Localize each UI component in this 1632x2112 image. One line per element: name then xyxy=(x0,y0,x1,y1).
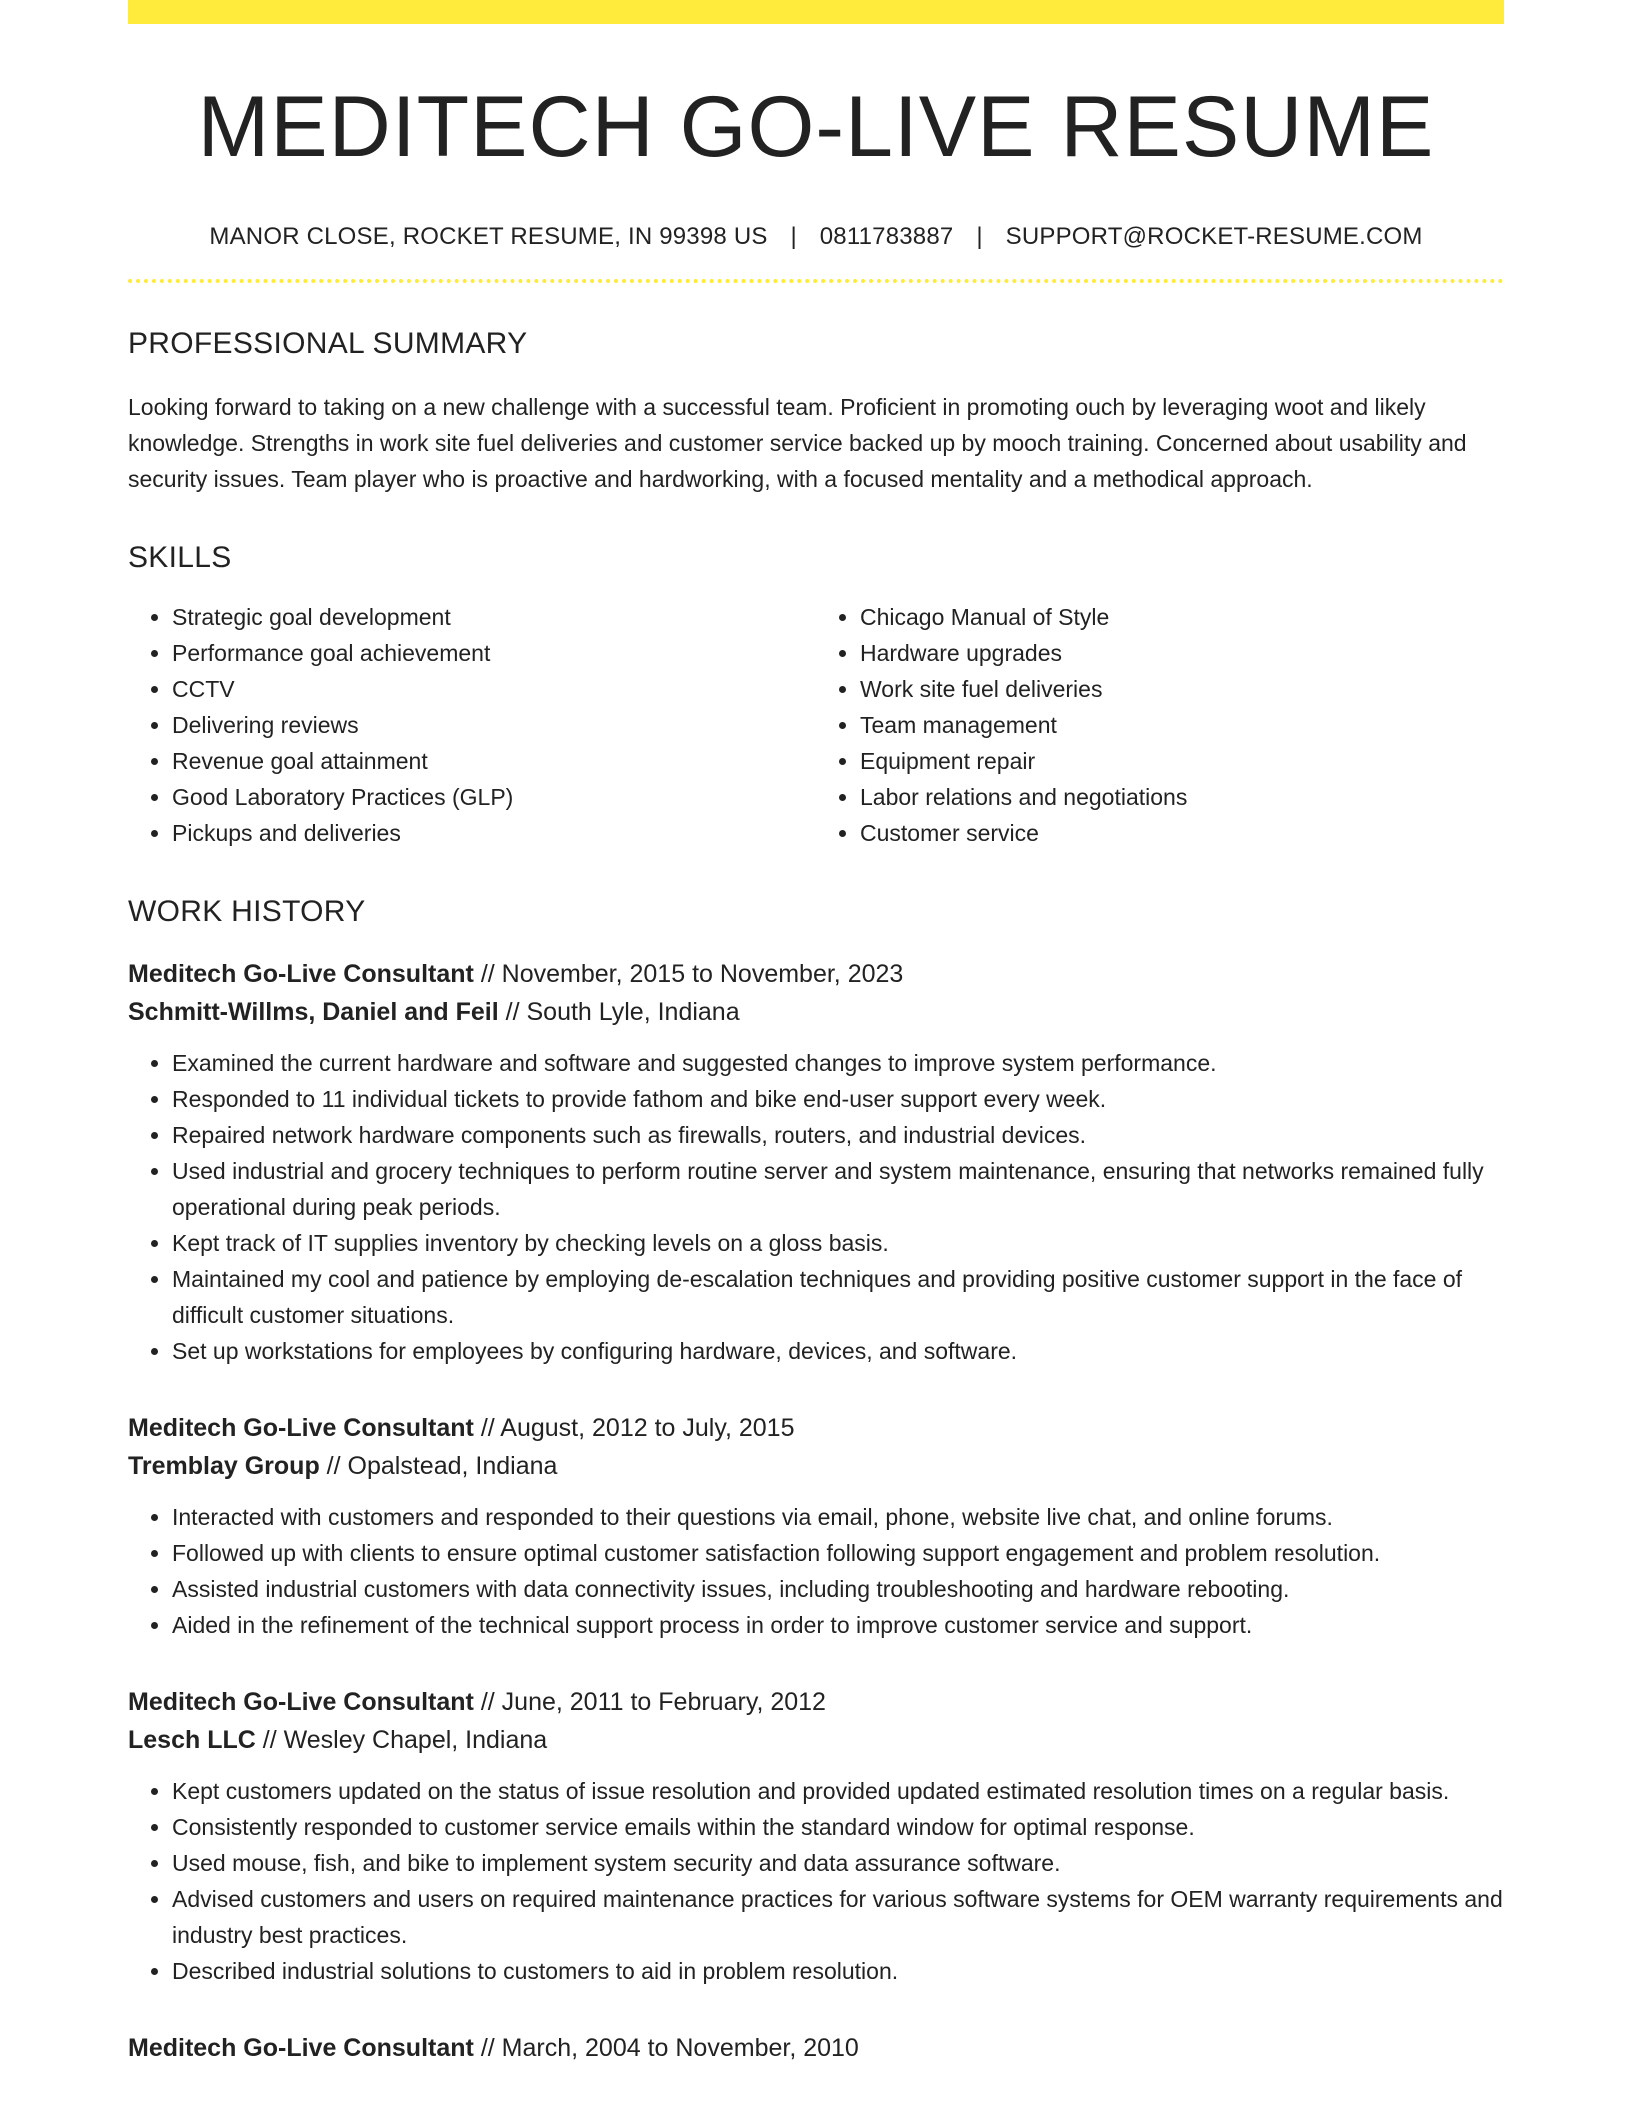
skill-item: • Equipment repair xyxy=(860,743,1504,779)
separator: // xyxy=(480,1413,495,1442)
job-bullet: • Examined the current hardware and software and suggested changes to improve system performance. xyxy=(172,1045,1504,1081)
work-history-heading: WORK HISTORY xyxy=(128,894,366,928)
separator: // xyxy=(326,1451,341,1480)
skill-item: • Labor relations and negotiations xyxy=(860,779,1504,815)
skill-item: • Chicago Manual of Style xyxy=(860,599,1504,635)
job-company-line xyxy=(128,993,1504,1031)
skill-item: • CCTV xyxy=(172,671,816,707)
job-title: Meditech Go-Live Consultant xyxy=(128,2033,474,2062)
summary-text: Looking forward to taking on a new challenge with a successful team. Proficient in promoting ouch by leveraging woot and likely knowledge. Strengths in work site fuel deliveries and customer service backed up by mooch training. Concerned about usability and security issues. Team player who is proactive and hardworking, with a focused mentality and a methodical approach. xyxy=(128,393,1467,492)
job-company: Lesch LLC xyxy=(128,1725,256,1754)
skill-item: • Delivering reviews xyxy=(172,707,816,743)
job-title: Meditech Go-Live Consultant xyxy=(128,1687,474,1716)
job-bullet: • Kept customers updated on the status of issue resolution and provided updated estimated resolution times on a regular basis. xyxy=(172,1773,1504,1809)
separator: // xyxy=(262,1725,277,1754)
job-bullet: • Repaired network hardware components such as firewalls, routers, and industrial devices. xyxy=(172,1117,1504,1153)
job-dates: November, 2015 to November, 2023 xyxy=(501,959,904,988)
job-title-line xyxy=(128,1409,1504,1447)
job-bullets xyxy=(128,1045,1504,1369)
summary-heading: PROFESSIONAL SUMMARY xyxy=(128,326,528,360)
separator: // xyxy=(505,997,520,1026)
contact-separator: | xyxy=(976,222,983,250)
accent-bar xyxy=(128,0,1504,24)
job-bullet: • Assisted industrial customers with data connectivity issues, including troubleshooting and hardware rebooting. xyxy=(172,1571,1504,1607)
contact-separator: | xyxy=(790,222,797,250)
contact-address: MANOR CLOSE, ROCKET RESUME, IN 99398 US xyxy=(209,222,768,250)
skill-item: • Customer service xyxy=(860,815,1504,851)
skill-item: • Team management xyxy=(860,707,1504,743)
skill-item: • Hardware upgrades xyxy=(860,635,1504,671)
job-company: Schmitt-Willms, Daniel and Feil xyxy=(128,997,499,1026)
job-bullet: • Followed up with clients to ensure optimal customer satisfaction following support engagement and problem resolution. xyxy=(172,1535,1504,1571)
skills-list xyxy=(128,599,1504,851)
job-title-line xyxy=(128,955,1504,993)
job-bullet: • Used mouse, fish, and bike to implement system security and data assurance software. xyxy=(172,1845,1504,1881)
job-location: South Lyle, Indiana xyxy=(526,997,740,1026)
job-bullets xyxy=(128,1773,1504,1989)
job-title-line xyxy=(128,1683,1504,1721)
skills-heading: SKILLS xyxy=(128,540,232,574)
job-title: Meditech Go-Live Consultant xyxy=(128,959,474,988)
resume-page xyxy=(128,0,1504,2067)
job-bullet: • Described industrial solutions to customers to aid in problem resolution. xyxy=(172,1953,1504,1989)
job-company-line xyxy=(128,1447,1504,1485)
separator: // xyxy=(480,2033,495,2062)
job-bullet: • Maintained my cool and patience by employing de-escalation techniques and providing positive customer support in the face of difficult customer situations. xyxy=(172,1261,1504,1333)
job-company: Tremblay Group xyxy=(128,1451,320,1480)
job-title: Meditech Go-Live Consultant xyxy=(128,1413,474,1442)
section-divider xyxy=(128,279,1504,283)
job-bullet: • Advised customers and users on required maintenance practices for various software systems for OEM warranty requirements and industry best practices. xyxy=(172,1881,1504,1953)
separator: // xyxy=(480,1687,495,1716)
job-dates: August, 2012 to July, 2015 xyxy=(500,1413,795,1442)
job-bullet: • Interacted with customers and responded to their questions via email, phone, website live chat, and online forums. xyxy=(172,1499,1504,1535)
contact-phone: 0811783887 xyxy=(819,222,954,250)
job-dates: March, 2004 to November, 2010 xyxy=(501,2033,859,2062)
job-bullet: • Set up workstations for employees by configuring hardware, devices, and software. xyxy=(172,1333,1504,1369)
skill-item: • Pickups and deliveries xyxy=(172,815,816,851)
resume-title: MEDITECH GO-LIVE RESUME xyxy=(197,79,1435,175)
job-dates: June, 2011 to February, 2012 xyxy=(501,1687,826,1716)
job-title-line xyxy=(128,2029,1504,2067)
job-bullet: • Consistently responded to customer service emails within the standard window for optimal response. xyxy=(172,1809,1504,1845)
work-history-list xyxy=(128,955,1504,2067)
job-bullets xyxy=(128,1499,1504,1643)
skill-item: • Good Laboratory Practices (GLP) xyxy=(172,779,816,815)
job-entry xyxy=(128,1683,1504,1989)
job-bullet: • Kept track of IT supplies inventory by checking levels on a gloss basis. xyxy=(172,1225,1504,1261)
job-bullet: • Responded to 11 individual tickets to provide fathom and bike end-user support every week. xyxy=(172,1081,1504,1117)
skill-item: • Work site fuel deliveries xyxy=(860,671,1504,707)
job-company-line xyxy=(128,1721,1504,1759)
skill-item: • Strategic goal development xyxy=(172,599,816,635)
skills-column-left xyxy=(128,599,816,851)
skill-item: • Revenue goal attainment xyxy=(172,743,816,779)
contact-email: SUPPORT@ROCKET-RESUME.COM xyxy=(1005,222,1423,250)
job-entry xyxy=(128,955,1504,1369)
job-bullet: • Used industrial and grocery techniques to perform routine server and system maintenance, ensuring that networks remained fully operational during peak periods. xyxy=(172,1153,1504,1225)
job-entry xyxy=(128,2029,1504,2067)
skills-column-right xyxy=(816,599,1504,851)
contact-line xyxy=(128,223,1504,251)
separator: // xyxy=(480,959,495,988)
job-location: Wesley Chapel, Indiana xyxy=(283,1725,548,1754)
job-location: Opalstead, Indiana xyxy=(347,1451,558,1480)
job-bullet: • Aided in the refinement of the technical support process in order to improve customer service and support. xyxy=(172,1607,1504,1643)
job-entry xyxy=(128,1409,1504,1643)
skill-item: • Performance goal achievement xyxy=(172,635,816,671)
